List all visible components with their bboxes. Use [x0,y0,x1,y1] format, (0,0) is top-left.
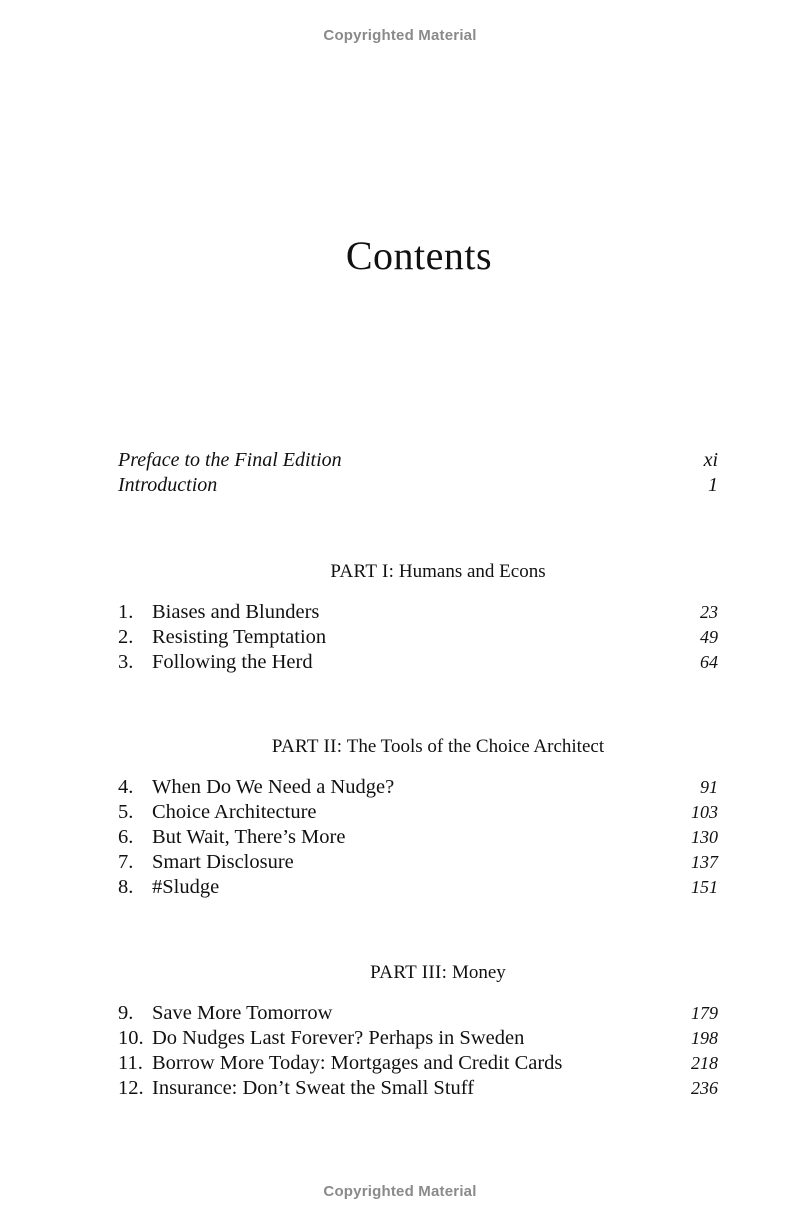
toc-entry-introduction[interactable] [118,474,718,499]
toc-entry-preface[interactable] [118,449,718,474]
part-label: PART III: [370,962,448,983]
chapter-page: 179 [691,1003,718,1023]
toc-chapter-row[interactable] [118,1027,718,1052]
part-label: PART II: [271,736,343,757]
chapter-page: 49 [700,627,718,647]
chapter-title: Choice Architecture [152,801,317,823]
chapter-number: 6. [118,826,134,848]
chapter-title: Smart Disclosure [152,851,294,873]
chapter-page: 103 [691,802,718,822]
toc-entry-title: Preface to the Final Edition [118,449,342,471]
chapter-number: 3. [118,651,134,673]
chapter-title: Do Nudges Last Forever? Perhaps in Sweden [152,1027,525,1049]
chapter-page: 151 [691,877,718,897]
toc-entry-page: 1 [708,474,718,496]
chapter-page: 198 [691,1028,718,1048]
chapter-page: 236 [691,1078,718,1098]
toc-chapter-row[interactable] [118,1052,718,1077]
watermark-bottom: Copyrighted Material [323,1183,477,1200]
chapter-number: 1. [118,601,134,623]
watermark-top: Copyrighted Material [323,27,477,44]
toc-chapter-row[interactable] [118,851,718,876]
chapter-page: 91 [700,777,718,797]
chapter-page: 23 [700,602,718,622]
chapter-number: 11. [118,1052,143,1074]
chapter-title: Resisting Temptation [152,626,327,648]
chapter-number: 10. [118,1027,144,1049]
toc-entry-title: Introduction [118,474,218,496]
chapter-title: #Sludge [152,876,220,898]
toc-chapter-row[interactable] [118,601,718,626]
toc-chapter-row[interactable] [118,651,718,676]
toc-entry-page: xi [703,449,718,471]
chapter-number: 8. [118,876,134,898]
chapter-number: 7. [118,851,134,873]
chapter-number: 9. [118,1002,134,1024]
toc-chapter-row[interactable] [118,776,718,801]
chapter-page: 218 [691,1053,718,1073]
part-name: Humans and Econs [398,561,546,582]
toc-chapter-row[interactable] [118,876,718,901]
chapter-number: 2. [118,626,134,648]
part-2-heading [118,736,718,760]
chapter-title: When Do We Need a Nudge? [152,776,395,798]
toc-chapter-row[interactable] [118,1002,718,1027]
chapter-title: Save More Tomorrow [152,1002,333,1024]
chapter-number: 5. [118,801,134,823]
part-2-section [118,736,718,901]
part-name: Money [451,962,506,983]
chapter-number: 4. [118,776,134,798]
toc-chapter-row[interactable] [118,1077,718,1102]
page-title: Contents [345,233,493,278]
toc-chapter-row[interactable] [118,826,718,851]
chapter-title: Following the Herd [152,651,313,673]
toc-chapter-row[interactable] [118,626,718,651]
toc-chapter-row[interactable] [118,801,718,826]
chapter-title: Biases and Blunders [152,601,320,623]
part-name: The Tools of the Choice Architect [346,736,605,757]
chapter-page: 137 [691,852,718,872]
part-3-heading [118,962,718,986]
chapter-title: Insurance: Don’t Sweat the Small Stuff [152,1077,475,1099]
part-1-heading [118,561,718,585]
part-3-section [118,962,718,1102]
part-label: PART I: [330,561,395,582]
chapter-page: 64 [700,652,718,672]
chapter-number: 12. [118,1077,144,1099]
front-matter-list [118,449,718,499]
part-1-section [118,561,718,676]
chapter-title: But Wait, There’s More [152,826,346,848]
chapter-title: Borrow More Today: Mortgages and Credit Cards [152,1052,563,1074]
chapter-page: 130 [691,827,718,847]
